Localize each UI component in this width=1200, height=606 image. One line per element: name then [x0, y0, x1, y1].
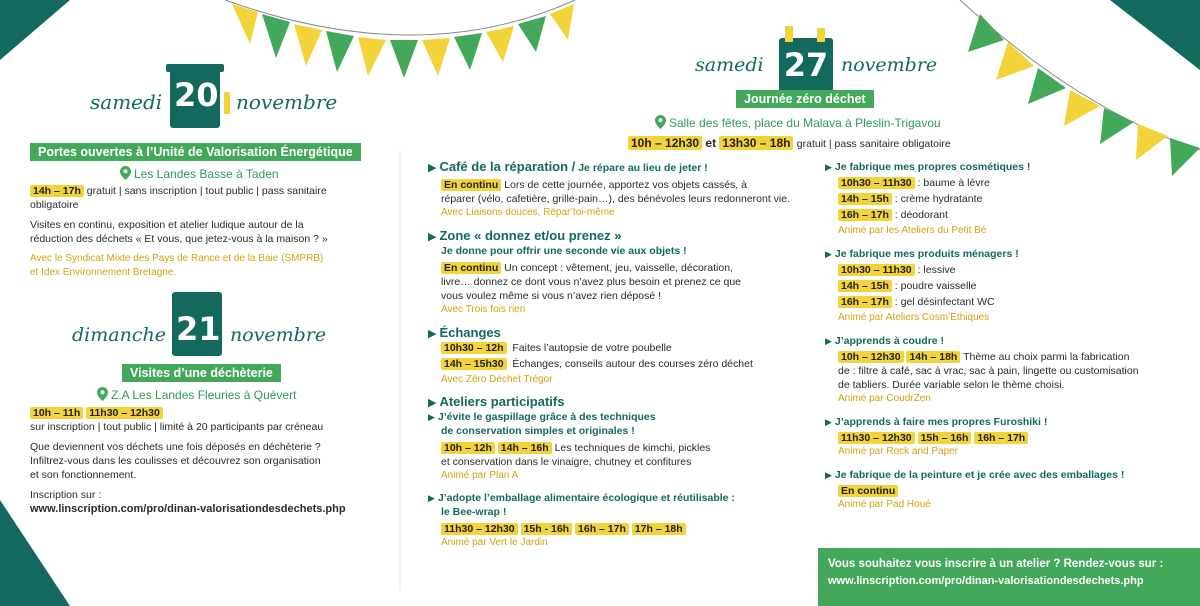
arrow-icon: ▶	[428, 328, 437, 340]
credit-line: Avec Zéro Déchet Trégor	[441, 374, 553, 385]
credit-line: Animé par CoudrZen	[838, 393, 931, 404]
arrow-icon: ▶	[825, 417, 832, 427]
credit-line: Avec Liaisons douces, Répar’toi-même	[441, 207, 615, 218]
section-title: Échanges	[439, 325, 501, 340]
location-pin-icon	[120, 166, 131, 180]
time-badge: 15h – 16h	[918, 432, 972, 444]
date-header-21	[72, 290, 372, 362]
credit-line: Animé par les Ateliers du Petit Bé	[838, 225, 987, 236]
section-furoshiki	[825, 415, 1195, 459]
time-badge: 16h – 17h	[575, 523, 629, 535]
arrow-icon: ▶	[825, 470, 832, 480]
bin-lid-icon	[166, 64, 224, 72]
section-subtitle: Je répare au lieu de jeter !	[578, 162, 708, 174]
time-badge: 14h – 15h30	[441, 358, 507, 370]
time-badge: 10h – 12h30	[838, 351, 904, 363]
event-banner-uve: Portes ouvertes à l’Unité de Valorisation Énergétique	[30, 143, 361, 161]
middle-column	[428, 160, 808, 550]
section-menagers	[825, 247, 1195, 325]
section-cafe	[428, 160, 808, 220]
day-number: 20	[174, 76, 219, 114]
tool-icon	[785, 26, 793, 42]
time-badge: 11h30 – 12h30	[838, 432, 915, 444]
time-badge: 10h – 11h	[30, 407, 83, 419]
description-line: et son fonctionnement.	[30, 469, 137, 481]
workshop-title: de conservation simples et originales !	[441, 425, 635, 437]
day-number: 27	[783, 46, 829, 84]
credit-line: Avec le Syndicat Mixte des Pays de Rance et de la Baie (SMPRB)	[30, 253, 324, 264]
credit-line: Animé par Pad Houé	[838, 499, 931, 510]
description-line: : crème hydratante	[894, 193, 983, 205]
workshop-title: J’apprends à faire mes propres Furoshiki !	[834, 416, 1048, 428]
description-line: et conservation dans le vinaigre, chutney et confitures	[441, 456, 692, 468]
info-block-20	[30, 184, 380, 280]
date-header-27	[695, 24, 938, 96]
place-text: Salle des fêtes, place du Malava à Pleslin-Trigavou	[669, 116, 941, 130]
time-badge: 14h – 18h	[906, 351, 960, 363]
section-subtitle: Je donne pour offrir une seconde vie aux objets !	[441, 245, 687, 257]
description-line: Thème au choix parmi la fabrication	[963, 351, 1130, 363]
continuous-badge: En continu	[838, 485, 898, 497]
time-badge: 10h30 – 12h	[441, 342, 507, 354]
time-badge: 14h – 15h	[838, 280, 892, 292]
description-line: Lors de cette journée, apportez vos objets cassés, à	[504, 179, 747, 191]
info-text: gratuit | sans inscription | tout public | pass sanitaire	[86, 185, 327, 197]
weekday: samedi	[90, 90, 163, 114]
description-line: Faites l’autopsie de votre poubelle	[512, 342, 672, 354]
description-line: de tabliers. Durée variable selon le thème choisi.	[838, 379, 1065, 391]
registration-footer	[818, 548, 1200, 606]
month: novembre	[236, 90, 338, 114]
workshop-title: Je fabrique mes produits ménagers !	[834, 248, 1019, 260]
time-badge: 16h – 17h	[974, 432, 1028, 444]
workshop-title: J’adopte l’emballage alimentaire écologique et réutilisable :	[437, 492, 735, 504]
location-quevert	[97, 387, 296, 403]
description-line: Que deviennent vos déchets une fois déposés en déchèterie ?	[30, 441, 321, 453]
place-text: Les Landes Basse à Taden	[134, 167, 279, 181]
info-text-2: obligatoire	[30, 199, 79, 211]
credit-line: Animé par Plan A	[441, 470, 519, 481]
section-zone	[428, 229, 808, 317]
time-badge: 14h – 16h	[498, 442, 552, 454]
description-line: : baume à lèvre	[917, 177, 990, 189]
location-pin-icon	[655, 115, 666, 129]
description-line: Les techniques de kimchi, pickles	[554, 442, 711, 454]
event-banner-zero-dechet: Journée zéro déchet	[736, 90, 874, 108]
credit-line: Avec Trois fois rien	[441, 304, 526, 315]
weekday: dimanche	[72, 324, 166, 346]
section-ateliers	[428, 395, 808, 550]
workshop-title: le Bee-wrap !	[441, 506, 507, 518]
exclamation-icon	[224, 92, 230, 114]
section-peinture	[825, 468, 1195, 512]
time-badge: 17h – 18h	[632, 523, 686, 535]
footer-text: Vous souhaitez vous inscrire à un atelier ? Rendez-vous sur :	[828, 558, 1164, 570]
location-pin-icon	[97, 387, 108, 401]
description-line: Échanges, conseils autour des courses zéro déchet	[512, 358, 753, 370]
and-text: et	[705, 136, 717, 150]
workshop-title: Je fabrique de la peinture et je crée avec des emballages !	[834, 469, 1125, 481]
time-badge: 13h30 – 18h	[719, 136, 793, 150]
info-text: sur inscription | tout public | limité à 20 participants par créneau	[30, 421, 324, 433]
day-number: 21	[176, 310, 221, 348]
time-badge: 16h – 17h	[838, 209, 892, 221]
footer-link[interactable]: www.linscription.com/pro/dinan-valorisationdesdechets.php	[828, 575, 1144, 587]
event-banner-decheterie: Visites d’une déchèterie	[122, 364, 281, 382]
registration-label: Inscription sur :	[30, 489, 102, 501]
description-line: : lessive	[917, 264, 956, 276]
workshop-title: J’apprends à coudre !	[834, 335, 945, 347]
time-badge: 10h – 12h30	[628, 136, 702, 150]
arrow-icon: ▶	[428, 231, 437, 243]
arrow-icon: ▶	[428, 162, 437, 174]
credit-line: Animé par Rock and Paper	[838, 446, 959, 457]
description-line: vous voulez même si vous n’avez rien déposé !	[441, 290, 662, 302]
workshop-title: J’évite le gaspillage grâce à des techniques	[437, 411, 656, 423]
credit-line: et Idex Environnement Bretagne.	[30, 267, 177, 278]
continuous-badge: En continu	[441, 179, 501, 191]
tool-icon	[817, 28, 825, 42]
description-line: : déodorant	[894, 209, 948, 221]
time-badge: 15h - 16h	[521, 523, 573, 535]
description-line: réparer (vélo, cafetière, grille-pain…), des bénévoles leurs redonneront vie.	[441, 193, 791, 205]
location-pleslin	[655, 114, 941, 132]
right-column	[825, 160, 1195, 512]
description-line: réduction des déchets « Et vous, que jetez-vous à la maison ? »	[30, 233, 328, 245]
info-text: gratuit | pass sanitaire obligatoire	[796, 138, 951, 150]
info-block-21	[30, 406, 385, 516]
description-line: : gel désinfectant WC	[894, 296, 995, 308]
arrow-icon: ▶	[825, 336, 832, 346]
section-echanges	[428, 326, 808, 387]
arrow-icon: ▶	[428, 412, 435, 422]
time-badge: 10h – 12h	[441, 442, 495, 454]
place-text: Z.A Les Landes Fleuries à Quévert	[111, 388, 297, 402]
continuous-badge: En continu	[441, 262, 501, 274]
workshop-title: Je fabrique mes propres cosmétiques !	[834, 161, 1031, 173]
credit-line: Animé par Ateliers Cosm’Ethiques	[838, 312, 990, 323]
section-title: Ateliers participatifs	[439, 394, 565, 409]
section-title: Café de la réparation /	[439, 159, 576, 174]
time-badge: 14h – 15h	[838, 193, 892, 205]
time-badge: 16h – 17h	[838, 296, 892, 308]
time-badge: 11h30 – 12h30	[86, 407, 163, 419]
time-badge: 10h30 – 11h30	[838, 177, 915, 189]
section-coudre	[825, 334, 1195, 406]
section-title: Zone « donnez et/ou prenez »	[439, 228, 622, 243]
credit-line: Animé par Vert le Jardin	[441, 537, 548, 548]
time-badge: 11h30 – 12h30	[441, 523, 518, 535]
arrow-icon: ▶	[428, 493, 435, 503]
arrow-icon: ▶	[428, 397, 437, 409]
date-header-20	[90, 62, 350, 134]
description-line: livre… donnez ce dont vous n’avez plus besoin et prenez ce que	[441, 276, 742, 288]
section-cosmetiques	[825, 160, 1195, 238]
times-27	[628, 135, 951, 152]
arrow-icon: ▶	[825, 249, 832, 259]
time-badge: 14h – 17h	[30, 185, 84, 197]
description-line: : poudre vaisselle	[894, 280, 977, 292]
registration-link[interactable]: www.linscription.com/pro/dinan-valorisationdesdechets.php	[30, 503, 346, 515]
location-taden	[120, 166, 279, 182]
weekday: samedi	[695, 54, 764, 76]
month: novembre	[841, 54, 938, 76]
month: novembre	[230, 324, 327, 346]
arrow-icon: ▶	[825, 162, 832, 172]
description-line: Visites en continu, exposition et atelier ludique autour de la	[30, 219, 304, 231]
description-line: Infiltrez-vous dans les coulisses et découvrez son organisation	[30, 455, 321, 467]
description-line: Un concept : vêtement, jeu, vaisselle, décoration,	[504, 262, 733, 274]
description-line: de : filtre à café, sac à vrac, sac à pain, lingette ou customisation	[838, 365, 1139, 377]
time-badge: 10h30 – 11h30	[838, 264, 915, 276]
